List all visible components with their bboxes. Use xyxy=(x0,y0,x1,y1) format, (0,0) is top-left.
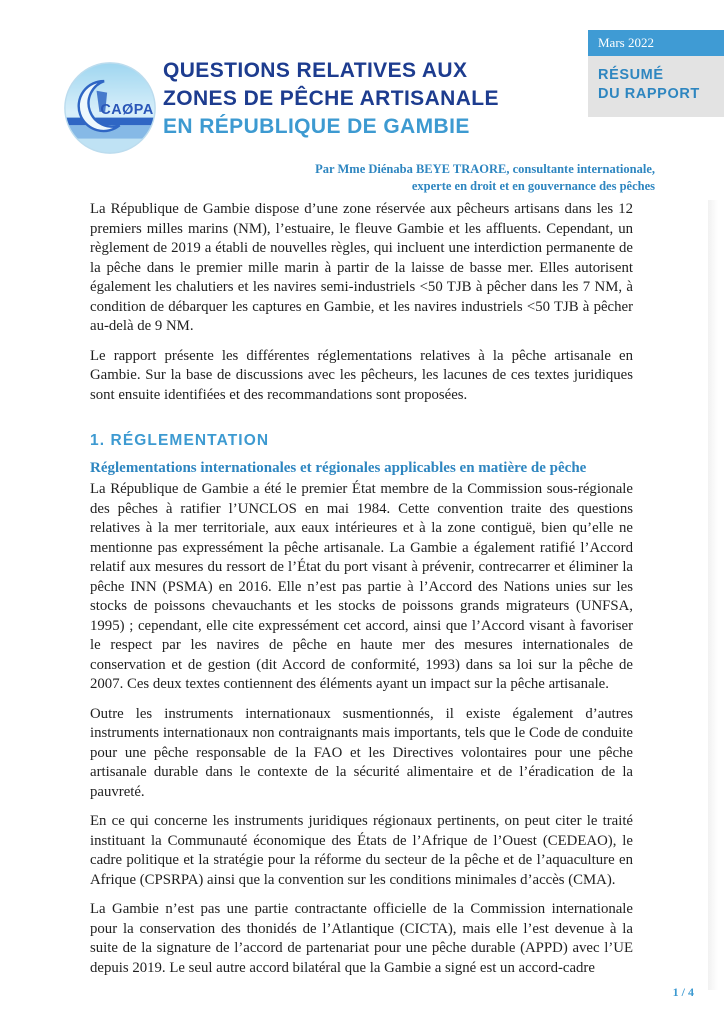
title-line-3: EN RÉPUBLIQUE DE GAMBIE xyxy=(163,115,470,138)
section-1-subheading: Réglementations internationales et régionales applicables en matière de pêche xyxy=(90,459,587,476)
caopa-logo-icon xyxy=(62,60,158,156)
section-1-paragraph-4: La Gambie n’est pas une partie contractante officielle de la Commission internationale pour la conservation des thonidés de l’Atlantique (CICTA), mais elle l’est devenue à la suite de la signature de l’accord de partenariat pour une pêche durable (APPD) avec l’UE depuis 2019. Le seul autre accord bilatéral que la Gambie a signé est un accord-cadre xyxy=(90,901,633,976)
page-title xyxy=(163,57,499,141)
section-1-paragraph-1: La République de Gambie a été le premier État membre de la Commission sous-régionale des pêches à ratifier l’UNCLOS en mai 1984. Cette convention traite des questions relatives à la mer territoriale, aux eaux intérieures et à la zone contiguë, bien qu’elle ne mentionne pas expressément la pêche artisanale. La Gambie a également ratifié l’Accord relatif aux mesures du ressort de l’État du port visant à prévenir, contrecarrer et éliminer la pêche INN (PSMA) en 2016. Elle n’est pas partie à l’Accord des Nations unies sur les stocks de poissons chevauchants et les stocks de poissons grands migrateurs (UNFSA, 1995) ; cependant, elle cite expressément cet accord, ainsi que l’Accord visant à favoriser le respect par les navires de pêche en haute mer des mesures internationales de conservation et de gestion (dit Accord de conformité, 1993) dans sa loi sur la pêche de 2007. Ces deux textes contiennent des éléments ayant un impact sur la pêche artisanale. xyxy=(90,481,633,692)
intro-paragraph-2: Le rapport présente les différentes réglementations relatives à la pêche artisanale en Gambie. Sur la base de discussions avec les pêcheurs, les lacunes de ces textes juridiques sont ensuite identifiées et des recommandations sont proposées. xyxy=(90,347,633,403)
doc-type-line2: DU RAPPORT xyxy=(598,86,700,102)
doc-type-line1: RÉSUMÉ xyxy=(598,67,664,83)
section-1-paragraph-3: En ce qui concerne les instruments juridiques régionaux pertinents, on peut citer le traité instituant la Communauté économique des États de l’Afrique de l’Ouest (CEDEAO), le cadre politique et la stratégie pour la réforme du secteur de la pêche et de l’aquaculture en Afrique (CPSRPA) ainsi que la convention sur les conditions minimales d’accès (CMA). xyxy=(90,813,633,888)
doc-type-badge xyxy=(588,56,724,117)
caopa-logo xyxy=(62,60,158,156)
date-badge: Mars 2022 xyxy=(588,30,724,56)
caopa-logo-text: CAØPA xyxy=(100,101,154,118)
section-1-paragraph-2: Outre les instruments internationaux susmentionnés, il existe également d’autres instruments internationaux non contraignants mais importants, tels que le Code de conduite pour une pêche responsable de la FAO et les Directives volontaires pour une pêche artisanale durable dans le contexte de la sécurité alimentaire et de l’éradication de la pauvreté. xyxy=(90,705,633,800)
intro-paragraph-1: La République de Gambie dispose d’une zone réservée aux pêcheurs artisans dans les 12 premiers milles marins (NM), l’estuaire, le fleuve Gambie et les affluents. Cependant, un règlement de 2019 a établi de nouvelles règles, qui incluent une interdiction permanente de la pêche dans le premier mille marin à partir de la laisse de basse mer. Elles autorisent également les chalutiers et les navires semi-industriels <50 TJB à pêcher dans les 7 NM, à condition de débarquer les captures en Gambie, et les navires industriels <50 TJB à pêcher au-delà de 9 NM. xyxy=(90,201,633,334)
section-1-heading: 1. RÉGLEMENTATION xyxy=(90,432,270,449)
page-number: 1 / 4 xyxy=(672,985,694,999)
byline xyxy=(315,161,655,195)
byline-line-1: Par Mme Diénaba BEYE TRAORE, consultante internationale, xyxy=(315,162,655,176)
title-line-2: ZONES DE PÊCHE ARTISANALE xyxy=(163,87,499,110)
scan-edge-shadow xyxy=(708,200,718,990)
document-body xyxy=(90,200,633,988)
title-line-1: QUESTIONS RELATIVES AUX xyxy=(163,59,468,82)
byline-line-2: experte en droit et en gouvernance des pêches xyxy=(411,179,655,193)
